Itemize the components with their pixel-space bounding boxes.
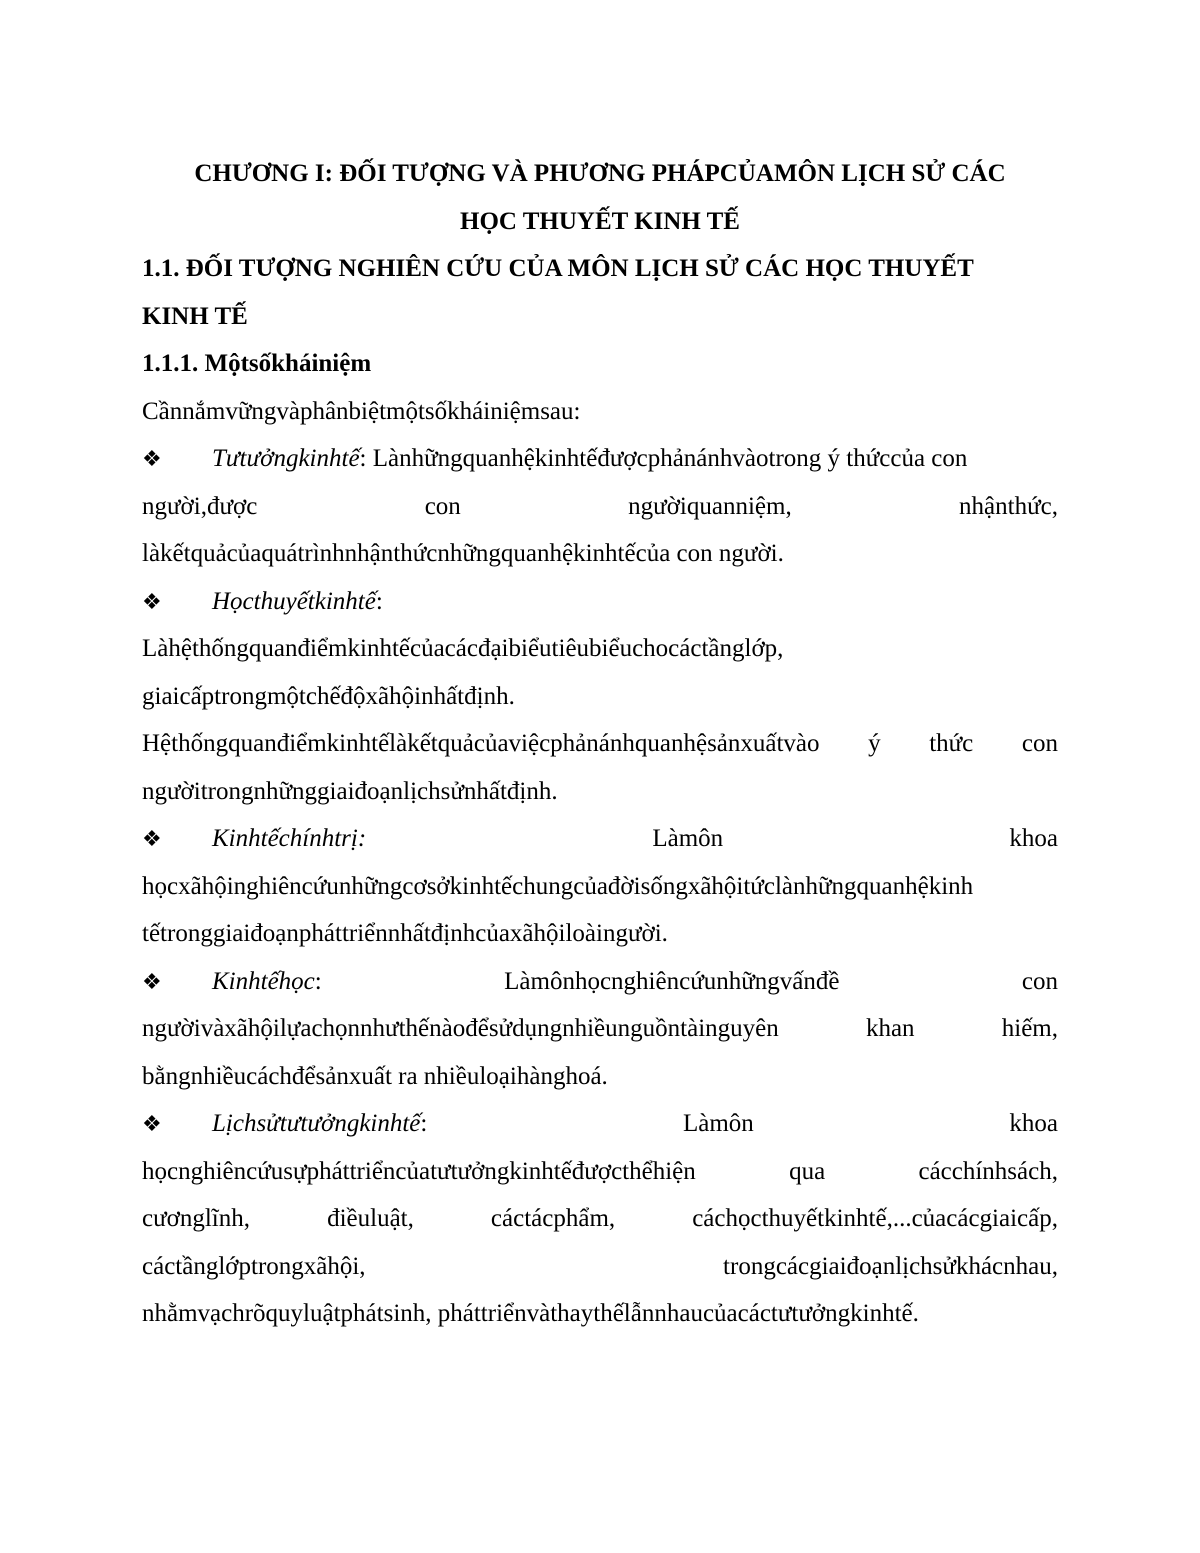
- word: :: [314, 967, 322, 995]
- definition-line: [142, 1195, 1058, 1243]
- word: con: [1021, 967, 1059, 995]
- definition-item: [142, 815, 1058, 958]
- definition-text: :: [375, 587, 383, 615]
- word: ngườivàxãhộilựachọnnhưthếnàođểsửdụngnhiềunguồntàinguyên: [142, 1015, 779, 1042]
- definition-term: Lịchsửtưtưởngkinhtế: [212, 1110, 421, 1137]
- word: trongcácgiaiđoạnlịchsửkhácnhau,: [723, 1252, 1058, 1280]
- chapter-title-line-2: HỌC THUYẾT KINH TẾ: [460, 207, 740, 235]
- word: Làmôn: [652, 825, 724, 852]
- definition-line: tếtronggiaiđoạnpháttriểnnhấtđịnhcủaxãhộiloàingười.: [142, 920, 668, 947]
- word: người,được: [142, 492, 258, 520]
- word: cáchọcthuyếtkinhtế,...củacácgiaicấp,: [692, 1205, 1058, 1232]
- definition-line: [142, 1148, 1058, 1196]
- definition-line: ngườitrongnhữnggiaiđoạnlịchsửnhấtđịnh.: [142, 777, 558, 805]
- word: Làmôn: [682, 1110, 754, 1137]
- definition-line: giaicấptrongmộtchếđộxãhộinhấtđịnh.: [142, 682, 515, 710]
- word: cácchínhsách,: [918, 1157, 1058, 1185]
- definition-text: : Lànhữngquanhệkinhtếđượcphảnánhvàotrong ý thứccủa con: [359, 445, 968, 472]
- definition-line: [142, 483, 1058, 531]
- definition-line: [142, 1243, 1058, 1291]
- diamond-bullet-icon: ❖: [142, 588, 162, 614]
- definition-line: họcxãhộinghiêncứunhữngcơsởkinhtếchungcủađờisốngxãhộitứclànhữngquanhệkinh: [142, 872, 974, 900]
- document-body: [142, 150, 1058, 1338]
- definition-term: Kinhtếchínhtrị:: [212, 825, 367, 852]
- word: khoa: [1009, 1110, 1059, 1137]
- diamond-bullet-icon: ❖: [142, 826, 162, 851]
- definition-line: [142, 958, 1058, 1006]
- word: cáctầnglớptrongxãhội,: [142, 1252, 366, 1280]
- word: cáctácphẩm,: [490, 1205, 616, 1232]
- definition-line: [142, 1100, 1058, 1148]
- word: khan: [865, 1015, 915, 1042]
- word: nhậnthức,: [959, 492, 1058, 520]
- definition-line: làkếtquảcủaquátrìnhnhậnthứcnhữngquanhệkinhtếcủa con người.: [142, 540, 784, 567]
- definition-item: [142, 1100, 1058, 1338]
- definition-line: Làhệthốngquanđiểmkinhtếcủacácđạibiểutiêubiểuchocáctầnglớp,: [142, 635, 784, 662]
- section-heading-line-2: KINH TẾ: [142, 302, 248, 330]
- definition-term: Tưtưởngkinhtế: [212, 445, 360, 472]
- definition-term: Họcthuyếtkinhtế: [212, 587, 376, 615]
- intro-paragraph: Cầnnắmvữngvàphânbiệtmộtsốkháiniệmsau:: [142, 397, 581, 425]
- word: hiếm,: [1001, 1015, 1058, 1042]
- subsection-heading: 1.1.1. Mộtsốkháiniệm: [142, 350, 372, 377]
- section-heading-line-1: 1.1. ĐỐI TƯỢNG NGHIÊN CỨU CỦA MÔN LỊCH SỬ CÁC HỌC THUYẾT: [142, 255, 974, 282]
- word: khoa: [1009, 825, 1058, 852]
- definition-term: Kinhtếhọc: [212, 967, 315, 995]
- word: ngườiquanniệm,: [628, 492, 792, 520]
- definition-line: [142, 578, 1058, 626]
- word: con: [424, 492, 461, 520]
- chapter-title-line-1: CHƯƠNG I: ĐỐI TƯỢNG VÀ PHƯƠNG PHÁPCỦAMÔN LỊCH SỬ CÁC: [194, 160, 1006, 187]
- definition-item: [142, 435, 1058, 578]
- diamond-bullet-icon: ❖: [142, 1111, 162, 1136]
- word: họcnghiêncứusựpháttriểncủatưtưởngkinhtếđượcthểhiện: [142, 1157, 696, 1185]
- word: điềuluật,: [327, 1205, 414, 1232]
- definition-line: [142, 435, 1058, 483]
- definition-line: [142, 815, 1058, 863]
- word: thức: [929, 730, 974, 757]
- definition-line: nhằmvạchrõquyluậtphátsinh, pháttriểnvàthaythếlẫnnhaucủacáctưtưởngkinhtế.: [142, 1300, 919, 1327]
- word: Hệthốngquanđiểmkinhtếlàkếtquảcủaviệcphảnánhquanhệsảnxuấtvào: [142, 730, 820, 757]
- word: qua: [789, 1157, 826, 1185]
- diamond-bullet-icon: ❖: [142, 968, 162, 994]
- word: ý: [868, 730, 881, 757]
- word: con: [1021, 730, 1058, 757]
- word: Làmônhọcnghiêncứunhữngvấnđề: [504, 967, 840, 995]
- definition-line: [142, 1005, 1058, 1053]
- definition-item: [142, 958, 1058, 1101]
- definition-line: [142, 720, 1058, 768]
- definition-line: bằngnhiềucáchđểsảnxuất ra nhiềuloạihànghoá.: [142, 1062, 608, 1090]
- diamond-bullet-icon: ❖: [142, 446, 162, 471]
- word: :: [420, 1110, 428, 1137]
- word: cươnglĩnh,: [142, 1205, 251, 1232]
- definition-item: [142, 578, 1058, 816]
